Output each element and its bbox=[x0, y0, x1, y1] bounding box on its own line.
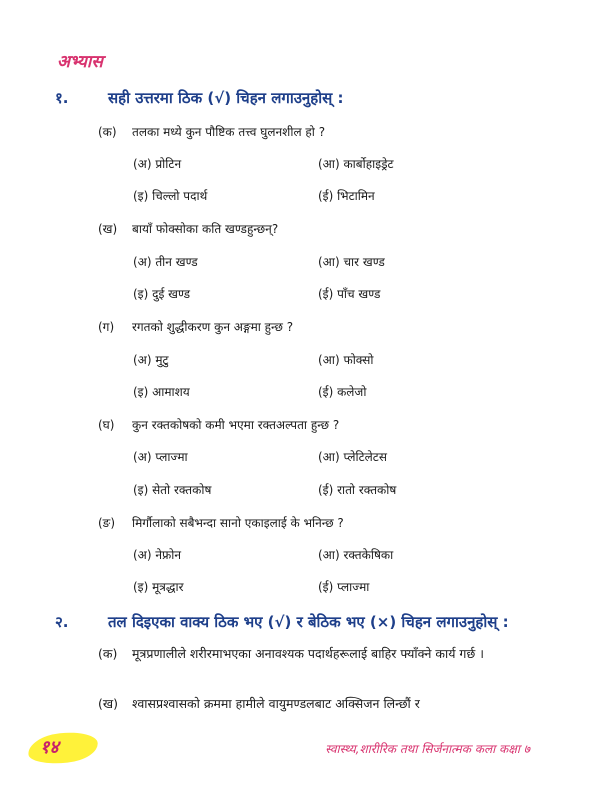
statement-text: श्वासप्रश्वासको क्रममा हामीले वायुमण्डलबाट अक्सिजन लिन्छौं र bbox=[132, 696, 420, 711]
statement-ka bbox=[98, 642, 538, 666]
option: (इ) दुई खण्ड bbox=[133, 287, 191, 301]
statement-label: (क) bbox=[98, 646, 118, 661]
section-1-number: १. bbox=[55, 89, 69, 107]
option: (ई) रातो रक्तकोष bbox=[318, 483, 397, 497]
question-nga bbox=[98, 514, 344, 531]
page-number-highlight bbox=[27, 729, 100, 766]
question-text: रगतको शुद्धीकरण कुन अङ्गमा हुन्छ ? bbox=[132, 320, 294, 334]
option: (इ) मूत्रद्धार bbox=[133, 580, 184, 594]
option: (आ) कार्बोहाइड्रेट bbox=[318, 157, 394, 171]
section-1-title bbox=[55, 88, 343, 108]
section-2-title bbox=[55, 612, 509, 632]
question-label: (ग) bbox=[98, 320, 115, 334]
question-text: कुन रक्तकोषको कमी भएमा रक्तअल्पता हुन्छ ? bbox=[132, 418, 340, 432]
question-label: (क) bbox=[98, 125, 117, 139]
statement-text: मूत्रप्रणालीले शरीरमाभएका अनावश्यक पदार्थहरूलाई बाहिर फ्याँक्ने कार्य गर्छ । bbox=[132, 646, 484, 661]
option: (इ) आमाशय bbox=[133, 385, 190, 399]
option: (आ) चार खण्ड bbox=[318, 255, 385, 269]
page-number: १४ bbox=[40, 737, 59, 758]
section-2-number: २. bbox=[55, 613, 69, 631]
statement-label: (ख) bbox=[98, 696, 118, 711]
question-label: (ङ) bbox=[98, 516, 116, 530]
option: (आ) फोक्सो bbox=[318, 353, 374, 367]
question-kha bbox=[98, 220, 278, 237]
option: (आ) प्लेटिलेटस bbox=[318, 450, 387, 464]
question-label: (घ) bbox=[98, 418, 115, 432]
statement-kha bbox=[98, 692, 538, 716]
question-label: (ख) bbox=[98, 222, 118, 236]
book-title: स्वास्थ्य,शारीरिक तथा सिर्जनात्मक कला कक्षा ७ bbox=[325, 742, 530, 756]
option: (ई) भिटामिन bbox=[318, 189, 375, 203]
option: (ई) कलेजो bbox=[318, 385, 367, 399]
question-text: मिर्गौलाको सबैभन्दा सानो एकाइलाई के भनिन्छ ? bbox=[132, 516, 344, 530]
question-gha bbox=[98, 416, 339, 433]
option: (इ) चिल्लो पदार्थ bbox=[133, 189, 208, 203]
option: (अ) प्लाज्मा bbox=[133, 450, 188, 464]
option: (अ) प्रोटिन bbox=[133, 157, 182, 171]
option: (अ) मुटु bbox=[133, 353, 169, 367]
section-1-instruction: सही उत्तरमा ठिक (√) चिहन लगाउनुहोस् : bbox=[108, 89, 344, 107]
option: (ई) प्लाज्मा bbox=[318, 580, 370, 594]
question-ka bbox=[98, 123, 325, 140]
question-ga bbox=[98, 318, 293, 335]
option: (ई) पाँच खण्ड bbox=[318, 287, 381, 301]
option: (इ) सेतो रक्तकोष bbox=[133, 483, 212, 497]
section-2-instruction: तल दिइएका वाक्य ठिक भए (√) र बेठिक भए (×) चिहन लगाउनुहोस् : bbox=[108, 613, 509, 631]
question-text: बायाँ फोक्सोका कति खण्डहुन्छन्? bbox=[132, 222, 279, 236]
option: (अ) तीन खण्ड bbox=[133, 255, 198, 269]
exercise-heading: अभ्यास bbox=[57, 52, 103, 72]
question-text: तलका मध्ये कुन पौष्टिक तत्त्व घुलनशील हो ? bbox=[132, 125, 326, 139]
option: (आ) रक्तकेषिका bbox=[318, 548, 394, 562]
option: (अ) नेफ्रोन bbox=[133, 548, 182, 562]
